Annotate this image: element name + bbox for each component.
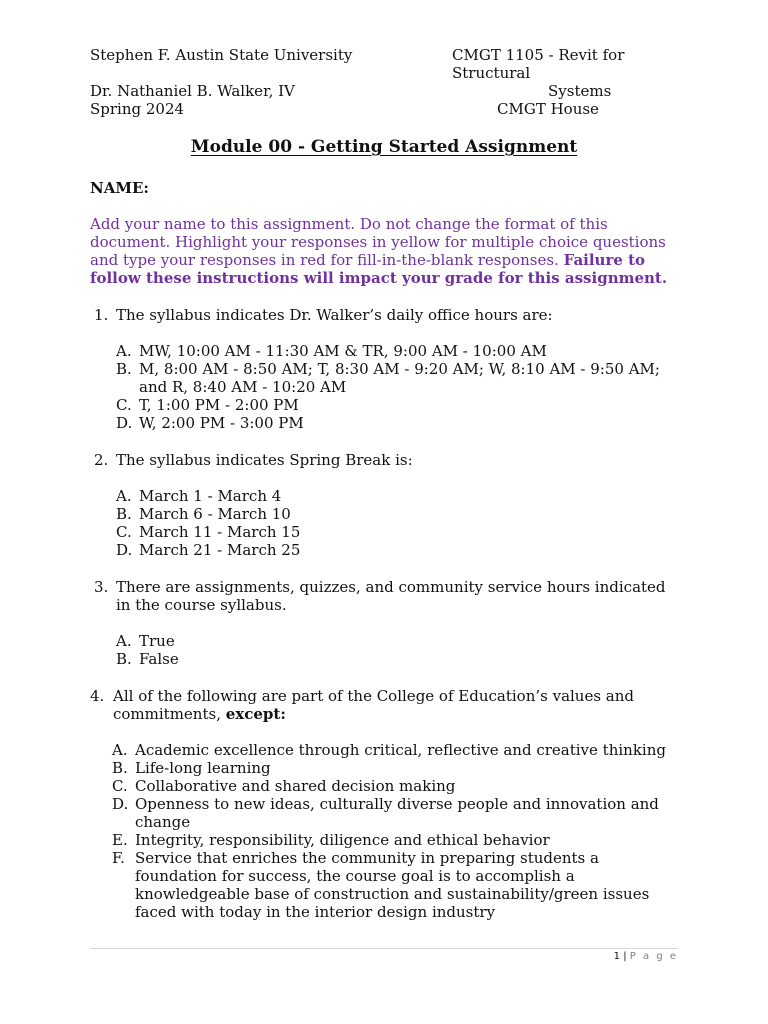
option-text: Integrity, responsibility, diligence and ethical behavior (135, 831, 550, 849)
option-text: True (139, 632, 175, 650)
question-number: 4. (90, 687, 105, 705)
question-text (113, 705, 680, 723)
answer-option[interactable] (90, 741, 680, 759)
question-1 (90, 306, 680, 432)
answer-option[interactable] (90, 396, 680, 414)
instructions-warning: Failure to (563, 251, 646, 269)
option-letter: B. (116, 505, 132, 523)
option-letter: D. (116, 414, 133, 432)
course-title-line1: CMGT 1105 - Revit for (452, 46, 625, 64)
option-text: Openness to new ideas, culturally diverse people and innovation and (135, 795, 659, 813)
course-project: CMGT House (497, 100, 599, 118)
option-letter: E. (112, 831, 128, 849)
instructions-line: Add your name to this assignment. Do not change the format of this (90, 215, 608, 233)
question-number: 2. (94, 451, 109, 469)
option-text: Academic excellence through critical, reflective and creative thinking (135, 741, 666, 759)
course-title-line2: Structural (452, 64, 531, 82)
page-footer (614, 951, 678, 962)
answer-option[interactable] (90, 777, 680, 795)
answer-option[interactable] (90, 414, 680, 432)
option-text: March 6 - March 10 (139, 505, 291, 523)
option-text: False (139, 650, 179, 668)
question-text: The syllabus indicates Spring Break is: (116, 451, 413, 469)
question-stem (90, 578, 680, 614)
option-text: Service that enriches the community in preparing students a (135, 849, 599, 867)
option-letter: A. (116, 487, 132, 505)
question-stem (90, 451, 680, 469)
option-letter: D. (112, 795, 129, 813)
option-letter: C. (116, 396, 132, 414)
question-stem (90, 306, 680, 324)
question-text: There are assignments, quizzes, and community service hours indicated (116, 578, 666, 596)
option-text: March 21 - March 25 (139, 541, 301, 559)
instructions-text: and type your responses in red for fill-in-the-blank responses. (90, 251, 564, 269)
option-text: knowledgeable base of construction and sustainability/green issues (135, 885, 650, 903)
question-text: in the course syllabus. (116, 596, 287, 614)
question-text: All of the following are part of the College of Education’s values and (113, 687, 635, 705)
option-letter: B. (112, 759, 128, 777)
assignment-title: Module 00 - Getting Started Assignment (190, 137, 578, 157)
answer-options (90, 741, 680, 921)
option-text: M, 8:00 AM - 8:50 AM; T, 8:30 AM - 9:20 AM; W, 8:10 AM - 9:50 AM; (139, 360, 660, 378)
question-2 (90, 451, 680, 559)
option-text: T, 1:00 PM - 2:00 PM (139, 396, 299, 414)
university-name: Stephen F. Austin State University (90, 46, 353, 64)
answer-options (90, 632, 680, 668)
option-text: Life-long learning (135, 759, 271, 777)
question-number: 1. (94, 306, 109, 324)
instructions (90, 215, 680, 287)
option-text: March 11 - March 15 (139, 523, 301, 541)
option-text: foundation for success, the course goal is to accomplish a (135, 867, 575, 885)
instructions-line (90, 251, 680, 269)
option-letter: C. (116, 523, 132, 541)
option-text: MW, 10:00 AM - 11:30 AM & TR, 9:00 AM - 10:00 AM (139, 342, 547, 360)
answer-option[interactable] (90, 487, 680, 505)
option-letter: B. (116, 360, 132, 378)
question-4 (90, 687, 680, 921)
option-text: and R, 8:40 AM - 10:20 AM (139, 378, 347, 396)
answer-option[interactable] (90, 342, 680, 360)
answer-options (90, 342, 680, 432)
option-text: change (135, 813, 191, 831)
answer-option[interactable] (90, 795, 680, 831)
answer-option[interactable] (90, 541, 680, 559)
answer-option[interactable] (90, 650, 680, 668)
option-letter: F. (112, 849, 125, 867)
option-letter: A. (116, 342, 132, 360)
option-letter: B. (116, 650, 132, 668)
page-number: 1 (613, 951, 621, 962)
page-separator: | (623, 951, 627, 962)
name-label: NAME: (90, 179, 149, 197)
option-letter: D. (116, 541, 133, 559)
instructor-name: Dr. Nathaniel B. Walker, IV (90, 82, 295, 100)
question-stem (90, 687, 680, 723)
page-word: P a g e (629, 951, 678, 962)
answer-option[interactable] (90, 759, 680, 777)
option-letter: C. (112, 777, 128, 795)
option-letter: A. (116, 632, 132, 650)
instructions-warning: follow these instructions will impact your grade for this assignment. (90, 269, 668, 287)
answer-option[interactable] (90, 632, 680, 650)
answer-option[interactable] (90, 523, 680, 541)
answer-option[interactable] (90, 505, 680, 523)
question-text: The syllabus indicates Dr. Walker’s daily office hours are: (116, 306, 553, 324)
answer-option[interactable] (90, 831, 680, 849)
answer-options (90, 487, 680, 559)
question-text-part: commitments, (113, 705, 226, 723)
question-emphasis: except: (225, 705, 286, 723)
answer-option[interactable] (90, 849, 680, 921)
option-text: Collaborative and shared decision making (135, 777, 456, 795)
option-text: W, 2:00 PM - 3:00 PM (139, 414, 304, 432)
option-text: March 1 - March 4 (139, 487, 282, 505)
course-title-line3: Systems (548, 82, 612, 100)
question-number: 3. (94, 578, 109, 596)
option-letter: A. (112, 741, 128, 759)
answer-option[interactable] (90, 360, 680, 396)
term: Spring 2024 (90, 100, 185, 118)
instructions-line: document. Highlight your responses in yellow for multiple choice questions (90, 233, 666, 251)
question-3 (90, 578, 680, 668)
footer-divider (90, 948, 678, 949)
option-text: faced with today in the interior design industry (135, 903, 496, 921)
